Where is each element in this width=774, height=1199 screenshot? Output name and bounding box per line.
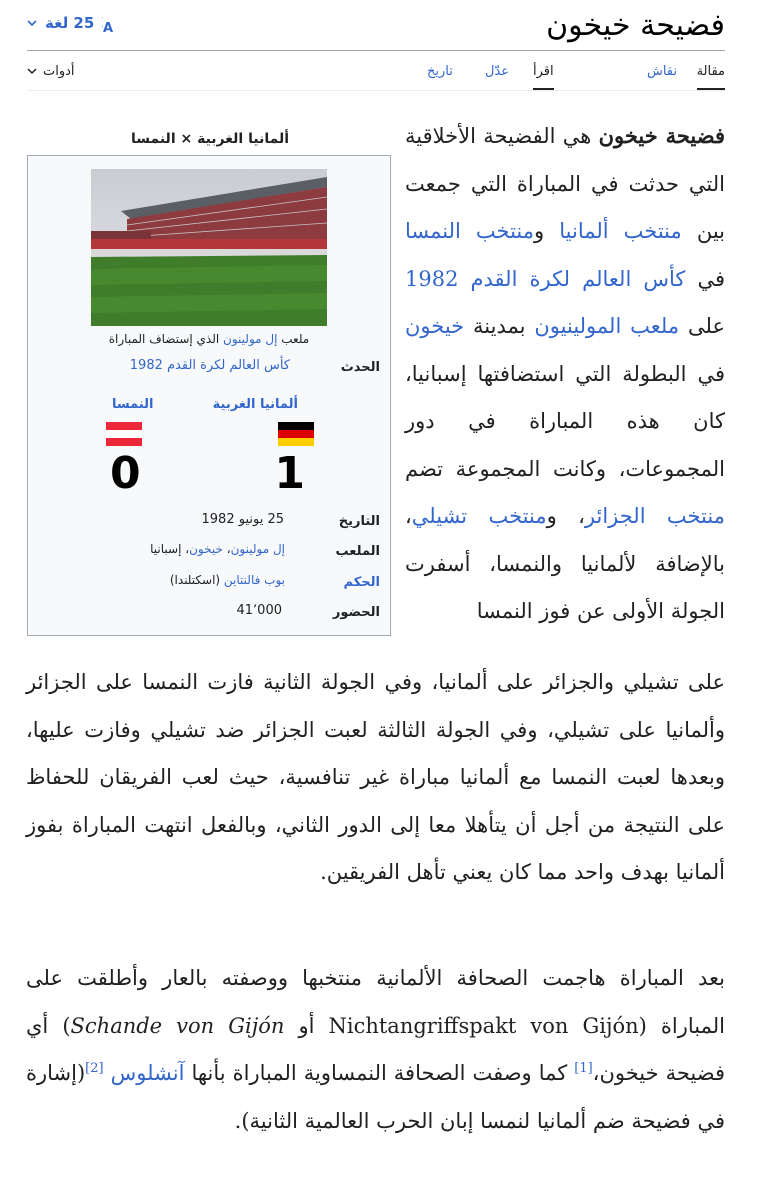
stadium-country: ، إسبانيا	[150, 542, 190, 556]
attendance-value: 41٬000	[236, 603, 282, 618]
p2-text-5: (إشارة في فضيحة ضم ألمانيا لنمسا إبان الحرب العالمية الثانية).	[26, 1061, 725, 1133]
link-molinon-stadium[interactable]: ملعب المولينيون	[534, 314, 680, 338]
image-caption-post: الذي إستضاف المباراة	[108, 332, 224, 346]
stadium-value-link[interactable]: إل مولينون	[230, 542, 285, 556]
date-label: التاريخ	[338, 514, 380, 529]
lead-text-8: ، بالإضافة لألمانيا والنمسا، أسفرت الجولة الأولى عن فوز النمسا	[405, 504, 725, 623]
referee-country: (اسكتلندا)	[169, 573, 224, 587]
date-row	[44, 514, 380, 534]
team1-score: 1	[274, 448, 305, 499]
svg-text:A: A	[103, 21, 114, 33]
p2-text-2: أو	[284, 1013, 329, 1038]
germany-flag-icon[interactable]	[278, 422, 314, 446]
p2-text-3: ) أي فضيحة خيخون،	[26, 1013, 725, 1085]
link-world-cup-1982[interactable]: كأس العالم لكرة القدم 1982	[405, 266, 686, 291]
tab-history[interactable]: تاريخ	[427, 64, 453, 79]
team2-link[interactable]: النمسا	[112, 397, 154, 412]
reference-2-link[interactable]: [2]	[85, 1061, 104, 1076]
p2-german-name: Nichtangriffspakt von Gijón	[328, 1013, 639, 1038]
chevron-down-icon	[27, 62, 37, 82]
event-row	[44, 360, 380, 380]
tools-label: أدوات	[43, 64, 75, 79]
translate-icon	[102, 13, 126, 33]
stadium-sep: ،	[222, 542, 231, 556]
lead-text-1: هي الفضيحة الأخلاقية التي حدثت في المباراة التي جمعت بين	[405, 124, 725, 243]
stadium-label: الملعب	[335, 544, 380, 559]
tab-article[interactable]: مقالة	[697, 62, 725, 82]
infobox	[27, 155, 391, 636]
lead-text-6: في البطولة التي استضافتها إسبانيا، كان هذه المباراة في دور المجموعات، وكانت المجموعة تضم	[405, 361, 725, 481]
lead-text-3: في	[685, 266, 726, 291]
attendance-row	[44, 605, 380, 625]
chevron-down-icon	[27, 19, 37, 27]
title-row	[27, 0, 725, 51]
attendance-label: الحضور	[332, 605, 380, 620]
language-button[interactable]	[27, 13, 126, 33]
p2-text-1: بعد المباراة هاجمت الصحافة الألمانية منتخبها ووصفته بالعار وأطلقت على المباراة (	[26, 966, 725, 1038]
language-count: 25 لغة	[45, 14, 95, 32]
link-algeria-team[interactable]: منتخب الجزائر	[584, 504, 725, 528]
article-subject: فضيحة خيخون	[598, 123, 726, 148]
referee-label-link[interactable]: الحكم	[343, 575, 380, 590]
lead-text-5: بمدينة	[464, 314, 535, 338]
event-link[interactable]: كأس العالم لكرة القدم 1982	[129, 358, 290, 373]
referee-row	[44, 575, 380, 595]
tools-menu[interactable]	[27, 62, 75, 82]
page-title: فضيحة خيخون	[546, 8, 725, 43]
infobox-caption: ألمانيا الغربية × النمسا	[130, 131, 290, 147]
reference-1-link[interactable]: [1]	[574, 1061, 593, 1076]
austria-flag-icon[interactable]	[106, 422, 142, 446]
stadium-image[interactable]	[91, 169, 327, 326]
p2-german-name-italic: Schande von Gijón	[70, 1013, 285, 1038]
image-caption-pre: ملعب	[277, 332, 310, 346]
link-anschluss[interactable]: آنشلوس	[110, 1061, 185, 1085]
stadium-value	[150, 542, 285, 556]
link-germany-team[interactable]: منتخب ألمانيا	[559, 219, 682, 243]
city-link[interactable]: خيخون	[189, 542, 223, 556]
team2-score: 0	[110, 448, 141, 499]
second-paragraph	[26, 955, 725, 1145]
tabs-row	[27, 50, 725, 91]
referee-link[interactable]: بوب فالنتاين	[223, 573, 285, 587]
event-label: الحدث	[340, 360, 380, 375]
stadium-link[interactable]: إل مولينون	[223, 332, 278, 346]
link-gijon[interactable]: خيخون	[405, 314, 465, 338]
referee-value	[170, 573, 285, 587]
lead-text-2: و	[534, 219, 560, 243]
image-caption	[28, 332, 390, 346]
lead-text-7: ، و	[546, 504, 585, 528]
tab-talk[interactable]: نقاش	[646, 64, 677, 79]
link-austria-team[interactable]: منتخب النمسا	[405, 219, 535, 243]
p2-text-4: كما وصفت الصحافة النمساوية المباراة بأنها	[184, 1061, 575, 1085]
stadium-row	[44, 544, 380, 564]
lead-paragraph-continued: على تشيلي والجزائر على ألمانيا، وفي الجولة الثانية فازت النمسا على الجزائر وألمانيا على تشيلي، وفي الجولة الثالثة لعبت الجزائر ضد تشيلي وفازت عليها، وبعدها لعبت النمسا مع ألمانيا مباراة غير تنافسية، حيث لعب الفريقان للحفاظ على النتيجة من أجل أن يتأهلا معا إلى الدور الثاني، وبالفعل انتهت المباراة بفوز ألمانيا بهدف واحد مما كان يعني تأهل الفريقين.	[26, 670, 725, 884]
lead-paragraph	[405, 112, 725, 636]
lead-text-4: على	[679, 314, 725, 338]
link-chile-team[interactable]: منتخب تشيلي	[411, 504, 547, 528]
team1-link[interactable]: ألمانيا الغربية	[212, 397, 298, 412]
tab-edit[interactable]: عدّل	[485, 64, 510, 79]
tab-read[interactable]: اقرأ	[533, 62, 554, 82]
date-value: 25 يونيو 1982	[201, 512, 284, 527]
